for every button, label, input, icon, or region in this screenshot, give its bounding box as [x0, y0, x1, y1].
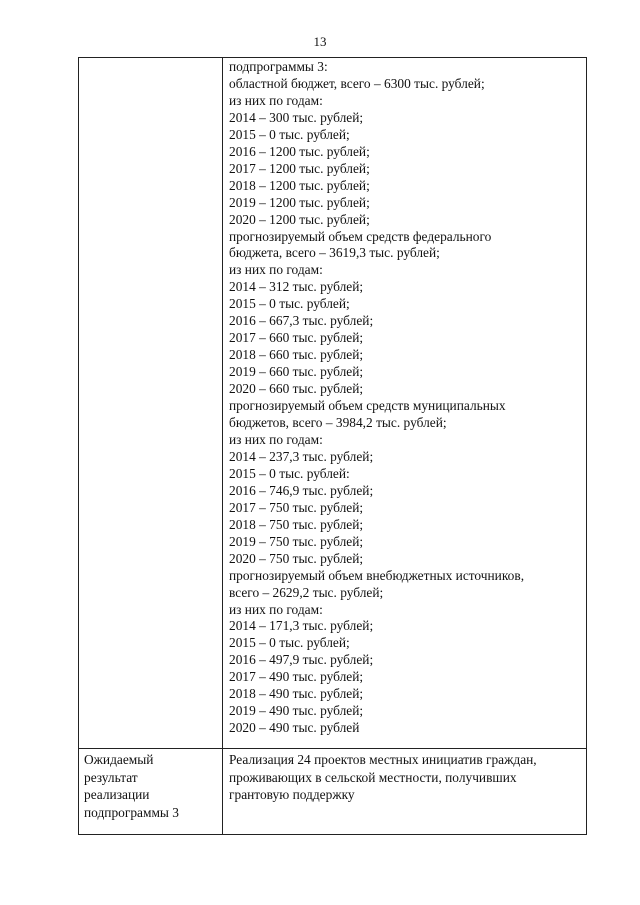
funding-line: из них по годам: [229, 92, 323, 108]
funding-sources-cell [229, 59, 584, 737]
funding-line: подпрограммы 3: [229, 59, 328, 74]
funding-line: 2017 – 750 тыс. рублей; [229, 499, 364, 515]
funding-line: 2014 – 312 тыс. рублей; [229, 279, 364, 295]
expected-result-label-cell [84, 751, 219, 821]
funding-line: прогнозируемый объем средств муниципальных [229, 398, 506, 414]
funding-line: 2016 – 667,3 тыс. рублей; [229, 313, 374, 329]
funding-line: 2017 – 1200 тыс. рублей; [229, 160, 370, 176]
column-divider [222, 58, 223, 834]
expected-result-text-cell [229, 751, 584, 804]
funding-line: 2019 – 1200 тыс. рублей; [229, 194, 370, 210]
funding-line: 2018 – 750 тыс. рублей; [229, 516, 364, 532]
funding-line: прогнозируемый объем средств федерального [229, 228, 492, 244]
result-label-line: реализации [84, 787, 150, 802]
funding-line: областной бюджет, всего – 6300 тыс. рублей; [229, 75, 485, 91]
funding-line: 2017 – 490 тыс. рублей; [229, 669, 364, 685]
result-text-line: Реализация 24 проектов местных инициатив граждан, [229, 752, 537, 767]
funding-line: бюджетов, всего – 3984,2 тыс. рублей; [229, 415, 447, 431]
funding-line: из них по годам: [229, 601, 323, 617]
funding-line: 2016 – 746,9 тыс. рублей; [229, 482, 374, 498]
funding-line: 2017 – 660 тыс. рублей; [229, 330, 364, 346]
funding-line: 2014 – 237,3 тыс. рублей; [229, 448, 374, 464]
funding-line: из них по годам: [229, 431, 323, 447]
funding-line: 2018 – 490 тыс. рублей; [229, 686, 364, 702]
row-divider [79, 748, 586, 749]
funding-line: 2020 – 490 тыс. рублей [229, 720, 360, 736]
result-text-line: грантовую поддержку [229, 787, 355, 802]
funding-line: прогнозируемый объем внебюджетных источников, [229, 567, 525, 583]
funding-line: 2016 – 497,9 тыс. рублей; [229, 652, 374, 668]
funding-line: бюджета, всего – 3619,3 тыс. рублей; [229, 245, 440, 261]
funding-line: 2014 – 300 тыс. рублей; [229, 109, 364, 125]
funding-line: из них по годам: [229, 262, 323, 278]
funding-line: 2020 – 1200 тыс. рублей; [229, 211, 370, 227]
result-text-line: проживающих в сельской местности, получивших [229, 769, 517, 785]
funding-line: 2019 – 750 тыс. рублей; [229, 533, 364, 549]
funding-line: всего – 2629,2 тыс. рублей; [229, 584, 384, 600]
funding-line: 2015 – 0 тыс. рублей: [229, 465, 350, 481]
funding-line: 2014 – 171,3 тыс. рублей; [229, 618, 374, 634]
funding-line: 2015 – 0 тыс. рублей; [229, 126, 350, 142]
result-label-line: подпрограммы 3 [84, 804, 179, 820]
funding-line: 2015 – 0 тыс. рублей; [229, 635, 350, 651]
funding-line: 2019 – 490 тыс. рублей; [229, 703, 364, 719]
result-label-line: Ожидаемый [84, 752, 154, 767]
funding-line: 2015 – 0 тыс. рублей; [229, 296, 350, 312]
funding-line: 2016 – 1200 тыс. рублей; [229, 143, 370, 159]
funding-line: 2020 – 660 тыс. рублей; [229, 381, 364, 397]
page-number: 13 [313, 34, 327, 49]
funding-line: 2018 – 1200 тыс. рублей; [229, 177, 370, 193]
funding-line: 2020 – 750 тыс. рублей; [229, 550, 364, 566]
passport-table [78, 57, 587, 835]
funding-line: 2019 – 660 тыс. рублей; [229, 364, 364, 380]
result-label-line: результат [84, 769, 138, 785]
funding-line: 2018 – 660 тыс. рублей; [229, 347, 364, 363]
